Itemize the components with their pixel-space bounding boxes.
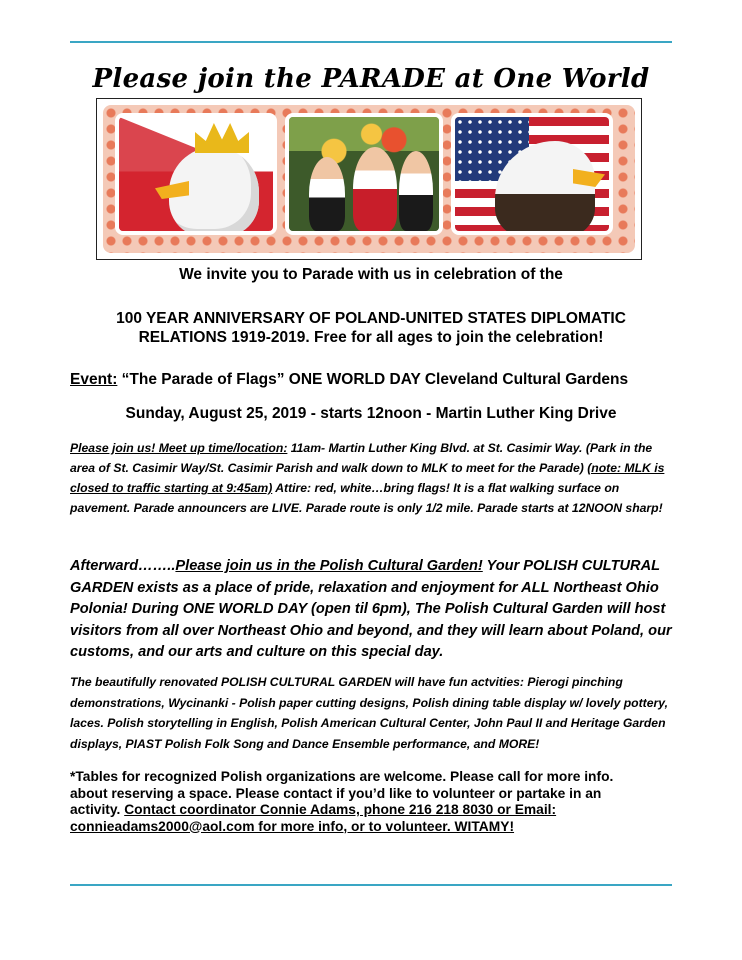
polish-eagle-panel xyxy=(115,113,277,235)
garden-invite: Please join us in the Polish Cultural Garden! xyxy=(175,558,483,574)
event-label: Event: xyxy=(70,371,118,388)
mlk-closure-note: (note: MLK is closed to traffic starting at 9:45am) xyxy=(70,461,665,495)
afterward-paragraph xyxy=(70,556,672,664)
tables-line-3 xyxy=(70,802,672,819)
event-text: “The Parade of Flags” ONE WORLD DAY Cleveland Cultural Gardens xyxy=(117,371,629,388)
afterward-lead: Afterward…….. xyxy=(70,558,176,574)
event-line xyxy=(70,371,672,389)
dancer-figure xyxy=(353,147,397,231)
afterward-details: Your POLISH CULTURAL GARDEN exists as a place of pride, relaxation and enjoyment for ALL Northeast Ohio Polonia! During ONE WORLD DAY (open til 6pm), The Polish Cultural Garden will host visitors from all over Northeast Ohio and beyond, and they will learn about Poland, our customs, and our arts and culture on this special day. xyxy=(70,558,672,660)
top-divider xyxy=(70,41,672,43)
dancer-figure xyxy=(309,157,345,231)
bald-eagle-panel xyxy=(451,113,613,235)
bottom-divider xyxy=(70,884,672,886)
dancer-figure xyxy=(399,151,433,231)
meetup-details: 11am- Martin Luther King Blvd. at St. Casimir Way. (Park in the area of St. Casimir Way/St. Casimir Parish and walk down to MLK to meet for the Parade) xyxy=(70,441,653,475)
anniversary-line-2: RELATIONS 1919-2019. Free for all ages to join the celebration! xyxy=(138,329,604,346)
garden-activities-paragraph: The beautifully renovated POLISH CULTURAL GARDEN will have fun actvities: Pierogi pinching demonstrations, Wycinanki - Polish paper cutting designs, Polish dining table display w/ lovely pottery, laces. Polish storytelling in English, Polish American Cultural Center, John Paul II and Heritage Garden displays, PIAST Polish Folk Song and Dance Ensemble performance, and MORE! xyxy=(70,675,668,751)
date-line: Sunday, August 25, 2019 - starts 12noon - Martin Luther King Drive xyxy=(125,405,617,422)
folk-dancers-panel xyxy=(285,113,443,235)
anniversary-heading xyxy=(70,309,672,347)
anniversary-line-1: 100 YEAR ANNIVERSARY OF POLAND-UNITED STATES DIPLOMATIC xyxy=(116,310,626,327)
contact-coordinator: Contact coordinator Connie Adams, phone 216 218 8030 or Email: xyxy=(124,802,557,817)
banner-image xyxy=(96,98,642,260)
tables-line-2: about reserving a space. Please contact if you’d like to volunteer or partake in an xyxy=(70,785,602,801)
tables-line-1: *Tables for recognized Polish organizations are welcome. Please call for more info. xyxy=(70,769,614,784)
flyer-headline: Please join the PARADE at One World xyxy=(92,64,650,94)
invite-line: We invite you to Parade with us in celebration of the xyxy=(179,266,563,283)
meetup-paragraph xyxy=(70,438,672,518)
tables-line-3-lead: activity. xyxy=(70,802,125,817)
contact-email-line[interactable]: connieadams2000@aol.com for more info, or to volunteer. WITAMY! xyxy=(70,818,515,834)
tables-paragraph xyxy=(70,769,672,835)
attire-details: Attire: red, white…bring flags! It is a flat walking surface on pavement. Parade announcers are LIVE. Parade route is only 1/2 mile. Parade starts at 12NOON sharp! xyxy=(70,481,663,515)
meetup-lead: Please join us! Meet up time/location: xyxy=(70,441,288,455)
